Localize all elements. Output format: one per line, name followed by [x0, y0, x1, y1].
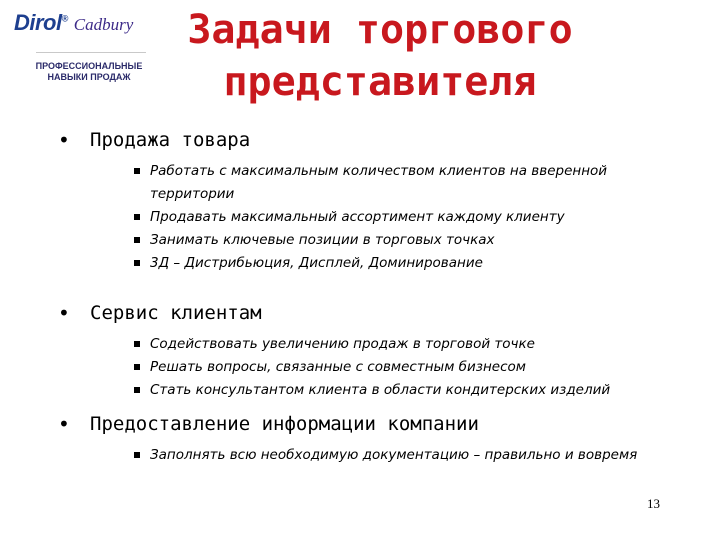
sub-list	[0, 444, 720, 467]
logo-dirol: Dirol®	[14, 10, 68, 35]
slide-content	[0, 128, 720, 467]
logo-brands	[14, 10, 164, 36]
page-number: 13	[647, 496, 660, 511]
logo-divider	[36, 52, 146, 53]
section-sales	[0, 128, 720, 275]
list-item: 3Д – Дистрибьюция, Дисплей, Доминирование	[150, 252, 670, 275]
square-bullet-icon	[134, 364, 140, 370]
logo-cadbury: Cadbury	[73, 15, 134, 34]
bullet-dot: •	[58, 301, 70, 325]
logo-subtitle: ПРОФЕССИОНАЛЬНЫЕ НАВЫКИ ПРОДАЖ	[35, 61, 143, 82]
section-heading: • Предоставление информации компании	[58, 412, 479, 436]
square-bullet-icon	[134, 214, 140, 220]
brand-logo	[14, 10, 164, 90]
sub-list	[0, 333, 720, 402]
list-item: Решать вопросы, связанные с совместным бизнесом	[150, 356, 670, 379]
sub-list	[0, 160, 720, 275]
square-bullet-icon	[134, 341, 140, 347]
square-bullet-icon	[134, 260, 140, 266]
title-line-2: представителя	[223, 59, 537, 105]
list-item: Работать с максимальным количеством клиентов на вверенной территории	[150, 160, 670, 206]
bullet-dot: •	[58, 412, 70, 436]
square-bullet-icon	[134, 168, 140, 174]
section-heading: • Сервис клиентам	[58, 301, 262, 325]
square-bullet-icon	[134, 452, 140, 458]
section-company-info	[0, 412, 720, 467]
square-bullet-icon	[134, 387, 140, 393]
section-heading: • Продажа товара	[58, 128, 251, 152]
section-client-service	[0, 301, 720, 402]
list-item: Продавать максимальный ассортимент каждому клиенту	[150, 206, 670, 229]
bullet-dot: •	[58, 128, 70, 152]
page-title	[175, 4, 585, 108]
list-item: Содействовать увеличению продаж в торговой точке	[150, 333, 670, 356]
title-line-1: Задачи торгового	[187, 7, 573, 53]
square-bullet-icon	[134, 237, 140, 243]
list-item: Стать консультантом клиента в области кондитерских изделий	[150, 379, 670, 402]
list-item: Занимать ключевые позиции в торговых точках	[150, 229, 670, 252]
list-item: Заполнять всю необходимую документацию – правильно и вовремя	[150, 444, 650, 467]
